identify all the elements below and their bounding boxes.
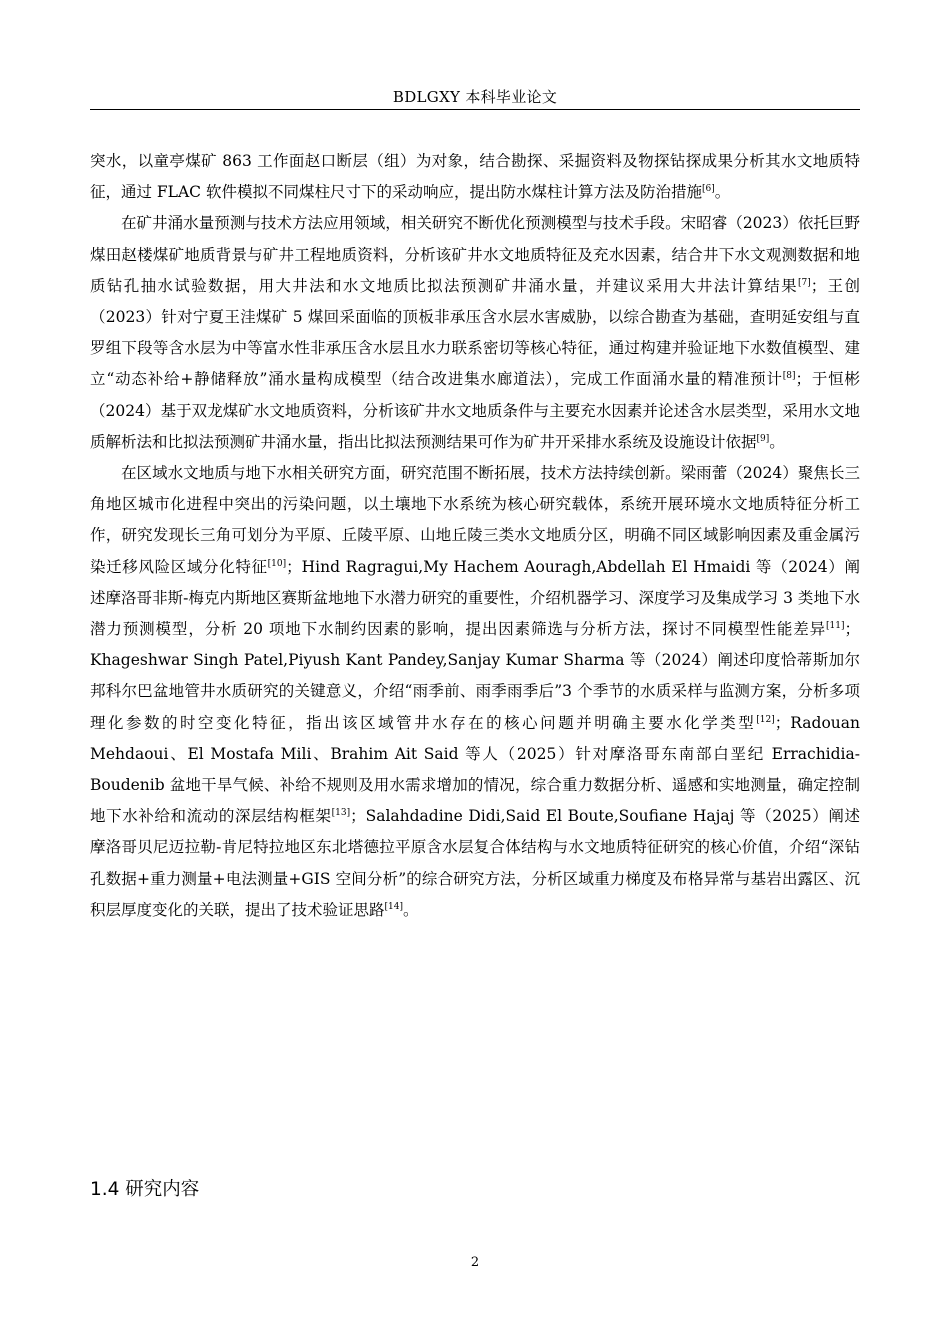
paragraph-text: ；于恒彬（2024）基于双龙煤矿水文地质资料，分析该矿井水文地质条件与主要充水因素并论述含水层类型，采用水文地质解析法和比拟法预测矿井涌水量，指出比拟法预测结果可作为矿井开采排水系统及设施设计依据	[90, 370, 860, 451]
citation: [7]	[798, 277, 811, 288]
paragraph-end: 。	[714, 183, 731, 202]
paragraph-text: ；Radouan Mehdaoui、El Mostafa Mili、Brahim Ait Said 等人（2025）针对摩洛哥东南部白垩纪 Errachidia-Boudenib 盆地干旱气候、补给不规则及用水需求增加的情况，综合重力数据分析、遥感和实地测量，确定控制地下水补给和流动的深层结构框架	[90, 713, 860, 826]
page-header: BDLGXY 本科毕业论文	[392, 88, 558, 106]
body-text	[90, 146, 860, 926]
paragraph-2	[90, 208, 860, 458]
citation: [10]	[267, 558, 287, 569]
section-heading: 1.4 研究内容	[90, 1179, 200, 1200]
header-rule	[90, 109, 860, 110]
citation: [13]	[331, 808, 351, 819]
paragraph-text: ；Salahdadine Didi,Said El Boute,Soufiane Hajaj 等（2025）阐述摩洛哥贝尼迈拉勒-肯尼特拉地区东北塔德拉平原含水层复合体结构与水文地质特征研究的核心价值，介绍“深钻孔数据+重力测量+电法测量+GIS 空间分析”的综合研究方法，分析区域重力梯度及布格异常与基岩出露区、沉积层厚度变化的关联，提出了技术验证思路	[90, 807, 860, 919]
paragraph-text: ；王创（2023）针对宁夏王洼煤矿 5 煤回采面临的顶板非承压含水层水害威胁，以综合勘查为基础，查明延安组与直罗组下段等含水层为中等富水性非承压含水层且水力联系密切等核心特征，通过构建并验证地下水数值模型、建立“动态补给+静储释放”涌水量构成模型（结合改进集水廊道法），完成工作面涌水量的精准预计	[90, 276, 860, 389]
paragraph-text: ；Khageshwar Singh Patel,Piyush Kant Pandey,Sanjay Kumar Sharma 等（2024）阐述印度恰蒂斯加尔邦科尔巴盆地管井水质研究的关键意义，介绍“雨季前、雨季雨季后”3 个季节的水质采样与监测方案，分析多项理化参数的时空变化特征，指出该区域管井水存在的核心问题并明确主要水化学类型	[90, 620, 860, 732]
citation: [12]	[756, 714, 775, 725]
citation: [6]	[701, 184, 715, 195]
paragraph-3	[90, 458, 860, 926]
citation: [11]	[826, 621, 845, 632]
citation: [8]	[782, 371, 796, 382]
paragraph-text: 在矿井涌水量预测与技术方法应用领域，相关研究不断优化预测模型与技术手段。宋昭睿（2023）依托巨野煤田赵楼煤矿地质背景与矿井工程地质资料，分析该矿井水文地质特征及充水因素，结合井下水文观测数据和地质钻孔抽水试验数据，用大井法和水文地质比拟法预测矿井涌水量，并建议采用大井法计算结果	[90, 214, 860, 295]
paragraph-text: 在区域水文地质与地下水相关研究方面，研究范围不断拓展，技术方法持续创新。梁雨蕾（2024）聚焦长三角地区城市化进程中突出的污染问题，以土壤地下水系统为核心研究载体，系统开展环境水文地质特征分析工作，研究发现长三角可划分为平原、丘陵平原、山地丘陵三类水文地质分区，明确不同区域影响因素及重金属污染迁移风险区域分化特征	[90, 464, 860, 576]
citation: [9]	[756, 433, 770, 444]
paragraph-text: 突水，以童亭煤矿 863 工作面赵口断层（组）为对象，结合勘探、采掘资料及物探钻探成果分析其水文地质特征，通过 FLAC 软件模拟不同煤柱尺寸下的采动响应，提出防水煤柱计算方法及防治措施	[90, 152, 860, 202]
paragraph-end: 。	[403, 900, 419, 919]
paragraph-text: ；Hind Ragragui,My Hachem Aouragh,Abdellah El Hmaidi 等（2024）阐述摩洛哥非斯-梅克内斯地区赛斯盆地地下水潜力研究的重要性，介绍机器学习、深度学习及集成学习 3 类地下水潜力预测模型，分析 20 项地下水制约因素的影响，提出因素筛选与分析方法，探讨不同模型性能差异	[90, 557, 860, 639]
citation: [14]	[384, 901, 403, 912]
page-number: 2	[470, 1255, 480, 1270]
paragraph-end: 。	[769, 432, 785, 451]
paragraph-1	[90, 146, 860, 208]
